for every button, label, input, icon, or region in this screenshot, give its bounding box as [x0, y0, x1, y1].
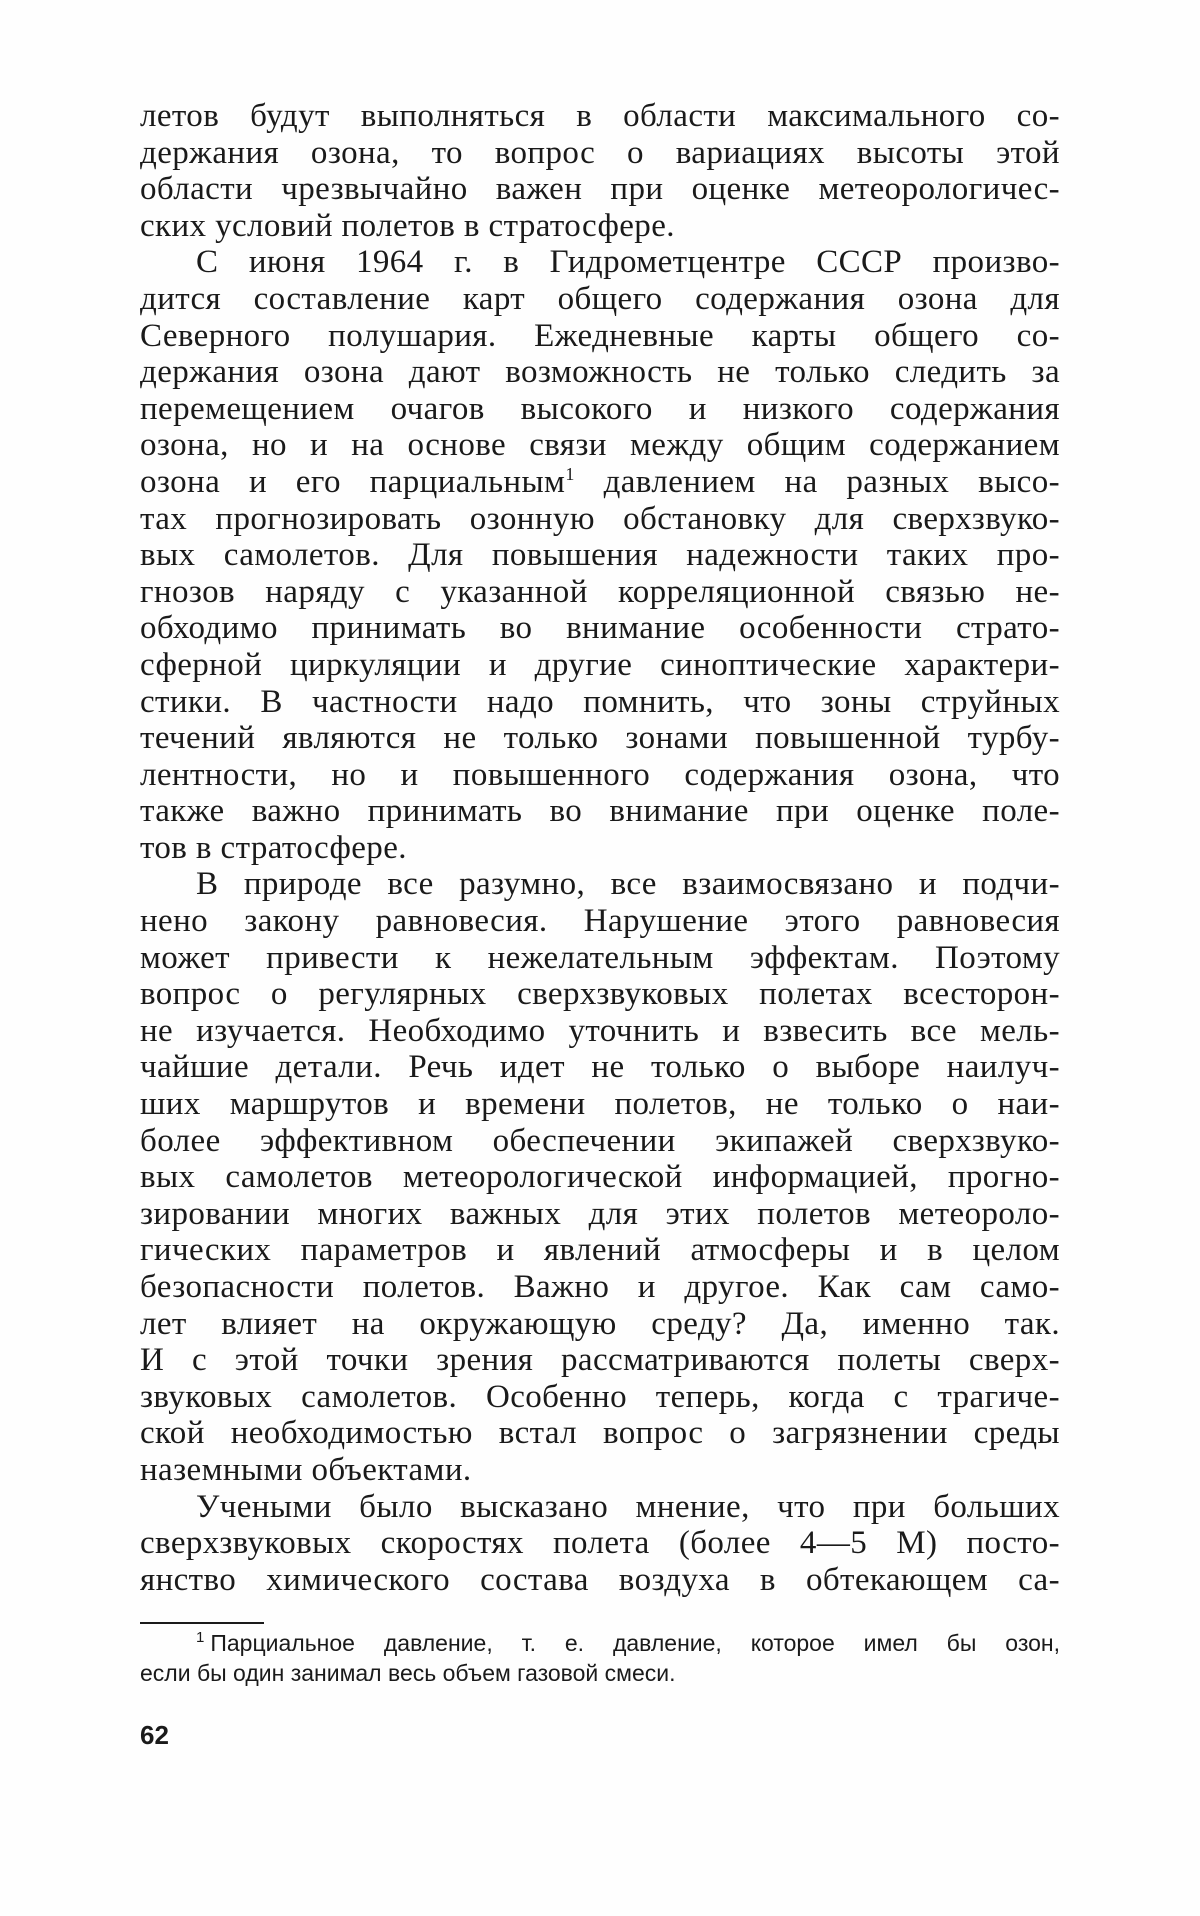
text-line: ских условий полетов в стратосфере. — [140, 207, 675, 244]
text-line: зировании многих важных для этих полетов метеороло- — [140, 1195, 1060, 1232]
text-line: нено закону равновесия. Нарушение этого равновесия — [140, 903, 1060, 940]
text-line: перемещением очагов высокого и низкого содержания — [140, 390, 1060, 427]
text-line: гических параметров и явлений атмосферы и в целом — [140, 1232, 1060, 1269]
text-line: лет влияет на окружающую среду? Да, именно так. — [140, 1305, 1060, 1342]
text-line-head: озона и его парциальным — [140, 463, 566, 500]
text-line-with-footnote-ref — [140, 464, 1060, 501]
text-line: И с этой точки зрения рассматриваются полеты сверх- — [140, 1342, 1060, 1379]
text-line: Учеными было высказано мнение, что при больших — [196, 1488, 1060, 1525]
text-line: не изучается. Необходимо уточнить и взвесить все мель- — [140, 1012, 1060, 1049]
text-line: тах прогнозировать озонную обстановку для сверхзвуко- — [140, 500, 1060, 537]
text-line: вых самолетов метеорологической информацией, прогно- — [140, 1159, 1060, 1196]
footnote — [140, 1628, 1060, 1688]
text-line: вопрос о регулярных сверхзвуковых полетах всесторон- — [140, 976, 1060, 1013]
text-line: сверхзвуковых скоростях полета (более 4—5 М) посто- — [140, 1525, 1060, 1562]
footnote-marker: 1 — [196, 1629, 205, 1647]
text-line: лентности, но и повышенного содержания озона, что — [140, 756, 1060, 793]
text-line: С июня 1964 г. в Гидрометцентре СССР произво- — [196, 244, 1060, 281]
text-line: звуковых самолетов. Особенно теперь, когда с трагиче- — [140, 1378, 1060, 1415]
text-line: держания озона дают возможность не только следить за — [140, 354, 1060, 391]
text-line: стики. В частности надо помнить, что зоны струйных — [140, 683, 1060, 720]
text-line: области чрезвычайно важен при оценке метеорологичес- — [140, 171, 1060, 208]
text-line: обходимо принимать во внимание особенности страто- — [140, 610, 1060, 647]
text-line: вых самолетов. Для повышения надежности таких про- — [140, 537, 1060, 574]
footnote-line — [140, 1628, 1060, 1658]
text-line: озона, но и на основе связи между общим содержанием — [140, 427, 1060, 464]
text-line: может привести к нежелательным эффектам. Поэтому — [140, 939, 1060, 976]
text-line: летов будут выполняться в области максимального со- — [140, 98, 1060, 134]
text-line: гнозов наряду с указанной корреляционной связью не- — [140, 573, 1060, 610]
main-text — [140, 98, 1060, 1598]
text-line: наземными объектами. — [140, 1451, 472, 1488]
text-line: течений являются не только зонами повышенной турбу- — [140, 720, 1060, 757]
footnote-reference: 1 — [565, 463, 575, 484]
footnote-divider — [140, 1622, 264, 1624]
footnote-line: если бы один занимал весь объем газовой смеси. — [140, 1660, 676, 1686]
text-line: сферной циркуляции и другие синоптические характери- — [140, 646, 1060, 683]
text-line-tail: давлением на разных высо- — [603, 463, 1060, 500]
text-line: держания озона, то вопрос о вариациях высоты этой — [140, 134, 1060, 171]
text-line: безопасности полетов. Важно и другое. Как сам само- — [140, 1269, 1060, 1305]
text-line: Северного полушария. Ежедневные карты общего со- — [140, 317, 1060, 354]
footnote-text: Парциальное давление, т. е. давление, которое имел бы озон, — [210, 1630, 1060, 1656]
text-line: тов в стратосфере. — [140, 829, 407, 866]
text-line: чайшие детали. Речь идет не только о выборе наилуч- — [140, 1049, 1060, 1086]
text-line: также важно принимать во внимание при оценке поле- — [140, 793, 1060, 830]
text-line: В природе все разумно, все взаимосвязано и подчи- — [196, 866, 1060, 903]
text-line: янство химического состава воздуха в обтекающем са- — [140, 1561, 1060, 1598]
text-line: ших маршрутов и времени полетов, не только о наи- — [140, 1086, 1060, 1123]
page-number: 62 — [140, 1720, 169, 1750]
text-line: более эффективном обеспечении экипажей сверхзвуко- — [140, 1122, 1060, 1159]
text-line: ской необходимостью встал вопрос о загрязнении среды — [140, 1415, 1060, 1452]
text-line: дится составление карт общего содержания озона для — [140, 280, 1060, 317]
